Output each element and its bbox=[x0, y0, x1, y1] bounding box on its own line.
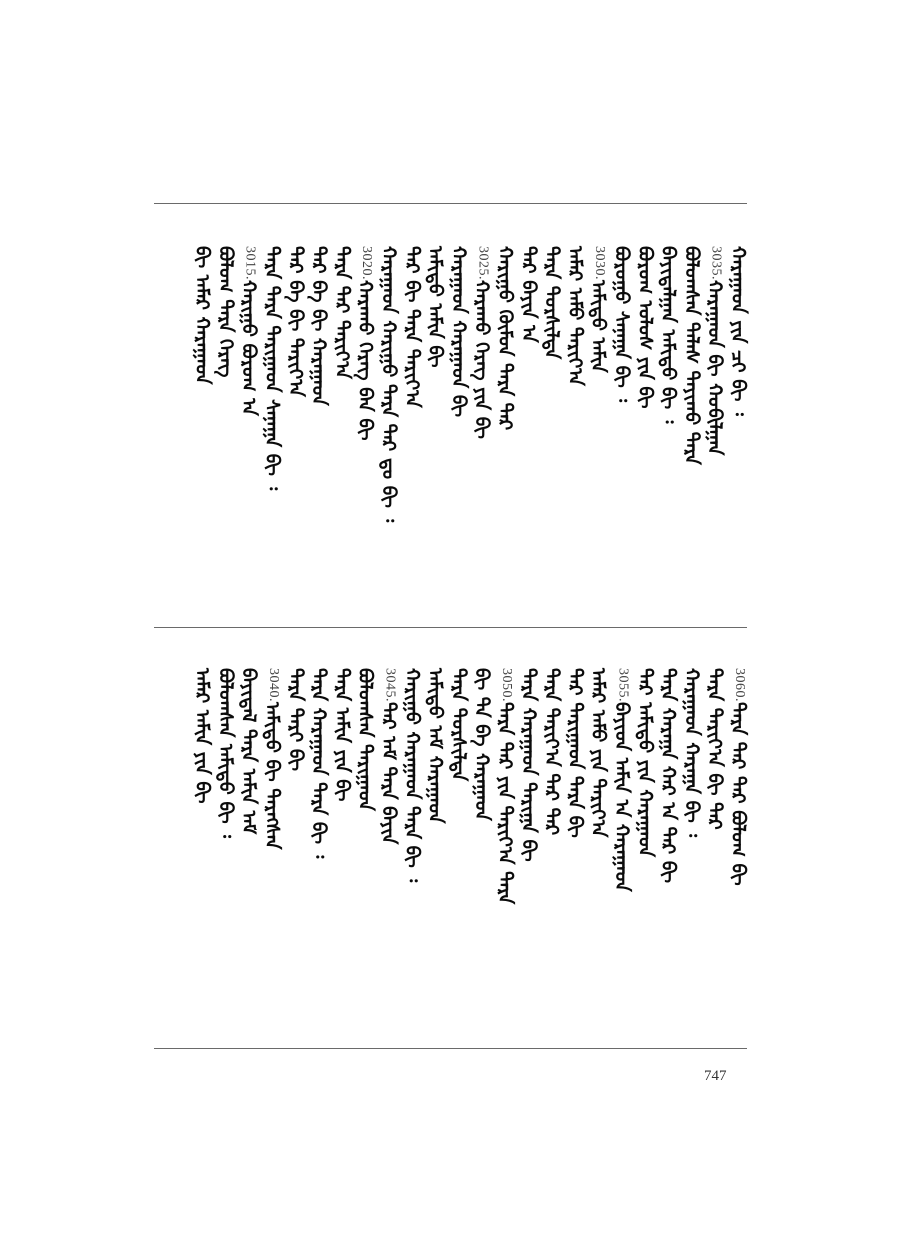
verse-number: 3020. bbox=[359, 246, 375, 280]
verse-text: ᠬᠠᠷᠠᠬᠤ ᠬᠡᠷᠡᠭ ᠶᠢᠨ ᠪᠢ bbox=[470, 280, 493, 439]
verse-line bbox=[542, 246, 566, 359]
verse-line bbox=[681, 668, 705, 837]
verse-text: ᠠᠮᠠᠷ ᠠᠮᠤ ᠶᠢᠨ ᠲᠠᠷᠢᠶ᠎ᠠ bbox=[587, 668, 610, 838]
verse-text: ᠪᠣᠯᠤᠭᠰᠠᠨ ᠲᠠᠯᠠᠰ ᠲᠠᠶᠢᠬᠤ ᠲᠡᠷᠡ bbox=[680, 246, 703, 465]
verse-text: ᠠᠮᠢᠳᠤ ᠪᠢ ᠲᠡᠷᠡᠭᠰᠡᠨ bbox=[261, 702, 283, 850]
verse-line bbox=[239, 668, 263, 834]
verse-text: ᠲᠡᠷ ᠪᠢ ᠲᠡᠷᠡ ᠲᠠᠷᠢᠶ᠎ᠠ bbox=[400, 246, 423, 408]
verse-line bbox=[262, 246, 286, 490]
verse-number: 3055. bbox=[615, 668, 631, 702]
verse-line bbox=[215, 668, 239, 838]
verse-number: 3045. bbox=[382, 668, 398, 702]
verse-text: ᠪᠤᠷᠤᠭ ᠤᠯᠤᠰ ᠶᠢᠨ ᠪᠢ bbox=[633, 246, 656, 409]
verse-text: ᠲᠡᠷᠡ ᠬᠠᠷᠠᠭᠠᠳ ᠲᠠᠷᠢᠭᠠ ᠪᠢ bbox=[517, 668, 540, 862]
verse-line bbox=[448, 668, 472, 781]
verse-text: ᠲᠡᠷᠡ ᠲᠡᠷ ᠲᠠᠷᠢᠶ᠎ᠠ bbox=[330, 246, 353, 379]
verse-text: ᠬᠠᠷᠠᠭᠠᠳ ᠬᠠᠷᠢᠭᠤ ᠲᠡᠷᠡ ᠲᠡᠷ ᠳᠤ ᠪᠢ ᠄ bbox=[377, 246, 400, 523]
verse-line bbox=[612, 246, 636, 402]
verse-text: ᠲᠡᠷᠡ ᠲᠠᠷᠢ ᠪᠢ bbox=[284, 668, 307, 772]
verse-text: ᠲᠡᠷ ᠪᠠᠶᠢᠨ ᠠ bbox=[517, 246, 540, 343]
verse-text: ᠬᠠᠷᠠᠭᠠᠳ ᠬᠠᠷᠠᠭᠠ ᠪᠢ ᠄ bbox=[680, 668, 703, 838]
verse-text: ᠪᠤᠷᠤᠭᠤ ᠰᠠᠨᠠᠭᠠ ᠪᠢ ᠄ bbox=[610, 246, 633, 403]
verse-text: ᠪᠠᠶᠢᠳᠠᠯᠭᠠᠨ ᠠᠮᠢᠳᠤ ᠪᠢ ᠄ bbox=[657, 246, 680, 424]
verse-text: ᠪᠠᠶᠢᠳᠠᠯ ᠲᠡᠷᠡ ᠠᠮᠢᠨ ᠠᠮ bbox=[237, 668, 260, 835]
verse-text: ᠲᠡᠷᠡ ᠬᠠᠷᠠᠭᠠ ᠬᠠᠷ ᠠ ᠲᠡᠷ ᠪᠢ bbox=[657, 668, 680, 884]
verse-text: ᠲᠡᠷᠡ ᠲᠤᠷᠰᠢᠯᠲᠠ bbox=[540, 246, 563, 360]
verse-text: ᠪᠣᠯᠤᠭᠰᠠᠨ ᠠᠮᠢᠳᠤ ᠪᠢ ᠄ bbox=[214, 668, 237, 838]
verse-line bbox=[239, 246, 263, 416]
verse-line bbox=[518, 668, 542, 862]
verse-text: ᠲᠡᠷ ᠪᠠ ᠪᠢ ᠲᠠᠷᠢᠶ᠎ᠠ bbox=[284, 246, 307, 397]
verse-line bbox=[705, 246, 729, 455]
verse-line bbox=[355, 246, 379, 441]
verse-text: ᠪᠠᠶᠢᠳ ᠠᠮᠢᠨ ᠠ ᠬᠠᠷᠠᠭᠠᠳ bbox=[610, 702, 633, 892]
verse-number: 3025. bbox=[475, 246, 491, 280]
verse-line bbox=[635, 246, 659, 409]
middle-rule bbox=[154, 627, 747, 628]
bottom-rule bbox=[154, 1048, 747, 1049]
verse-line bbox=[285, 668, 309, 771]
verse-number: 3030. bbox=[592, 246, 608, 280]
verse-line bbox=[472, 246, 496, 439]
verse-text: ᠬᠠᠷᠠᠬᠤ ᠬᠡᠷᠡᠭ ᠪᠠᠨ ᠪᠢ bbox=[354, 280, 377, 441]
verse-line bbox=[379, 668, 403, 844]
verse-line bbox=[402, 668, 426, 882]
verse-text: ᠬᠠᠷᠠᠭᠠᠳ ᠪᠢ ᠬᠤᠪᠢᠯᠭᠠᠨ bbox=[703, 280, 726, 456]
verse-text: ᠲᠡᠷ ᠲᠠᠷᠢᠭᠠᠳ ᠲᠡᠷᠡ ᠪᠢ bbox=[563, 668, 586, 838]
verse-line bbox=[332, 668, 356, 801]
verse-text: ᠠᠮᠢᠳᠤ ᠠᠮᠢᠨ ᠪᠢ bbox=[424, 246, 447, 368]
verse-line bbox=[309, 668, 333, 858]
verse-line bbox=[565, 668, 589, 838]
verse-text: ᠬᠠᠷᠢᠭᠤ ᠬᠦᠮᠦᠨ ᠲᠡᠷᠡ ᠲᠡᠷ bbox=[494, 246, 516, 431]
verse-line bbox=[658, 246, 682, 423]
verse-number: 3015. bbox=[242, 246, 258, 280]
page-number: 747 bbox=[704, 1068, 727, 1084]
verse-text: ᠲᠡᠷᠡ ᠠᠮᠢᠨ ᠶᠢᠨ ᠪᠢ bbox=[330, 668, 353, 802]
top-rule bbox=[154, 203, 747, 204]
verse-line bbox=[612, 668, 636, 892]
verse-text: ᠬᠠᠷᠠᠭᠠᠳ ᠬᠠᠷᠠᠭᠠᠳ ᠪᠢ bbox=[447, 246, 470, 418]
verse-line bbox=[518, 246, 542, 343]
verse-text: ᠠᠮᠠᠷ ᠠᠮᠢᠨ ᠶᠢᠨ ᠪᠢ bbox=[191, 668, 214, 804]
verse-text: ᠲᠡᠷᠡ ᠬᠠᠷᠠᠭᠠᠳ ᠲᠡᠷᠡ ᠪᠢ ᠄ bbox=[307, 668, 330, 859]
verse-line bbox=[448, 246, 472, 417]
verse-text: ᠲᠡᠷ ᠠᠮ ᠲᠡᠷᠡ ᠪᠠᠶᠢᠨ bbox=[377, 702, 400, 845]
verse-line bbox=[332, 246, 356, 379]
verse-line bbox=[379, 246, 403, 522]
verse-line bbox=[728, 246, 752, 416]
verse-line bbox=[542, 668, 566, 835]
verse-text: ᠠᠮᠠᠷ ᠠᠮᠤ ᠲᠠᠷᠢᠶ᠎ᠠ bbox=[563, 246, 586, 386]
verse-line bbox=[495, 668, 519, 904]
verse-text: ᠪᠢ ᠲᠡ ᠪᠠ ᠬᠠᠷᠠᠭᠠᠳ bbox=[470, 668, 493, 821]
verse-line bbox=[309, 246, 333, 406]
verse-text: ᠲᠡᠷᠡ ᠲᠤᠷᠰᠢᠯᠲᠠ bbox=[447, 668, 470, 782]
verse-text: ᠬᠠᠷᠠᠭᠠᠳ ᠶᠢᠨ ᠴᠢ ᠪᠢ ᠄ bbox=[727, 246, 749, 416]
verse-number: 3035. bbox=[708, 246, 724, 280]
verse-text: ᠬᠠᠷᠢᠭᠤ ᠪᠤᠷᠤᠭ ᠠ bbox=[237, 280, 260, 416]
verse-line bbox=[658, 668, 682, 883]
verse-text: ᠪᠣᠯᠤᠭᠰᠠᠨ ᠲᠠᠷᠢᠭᠠᠳ bbox=[354, 668, 377, 811]
verse-text: ᠲᠡᠷ ᠪᠠ ᠪᠢ ᠬᠠᠷᠠᠭᠠᠳ bbox=[307, 246, 330, 406]
verse-text: ᠲᠡᠷᠡ ᠲᠠᠷᠢᠶ᠎ᠠ ᠪᠢ ᠲᠡᠷ bbox=[703, 668, 726, 830]
verse-text: ᠬᠠᠷᠢᠭᠤ ᠬᠠᠷᠠᠭᠠᠳ ᠲᠡᠷᠡ ᠪᠢ ᠄ bbox=[400, 668, 423, 883]
verse-line bbox=[588, 668, 612, 837]
verse-line bbox=[681, 246, 705, 465]
verse-line bbox=[425, 668, 449, 824]
verse-text: ᠲᠡᠷᠡ ᠲᠡᠷ ᠶᠢᠨ ᠲᠠᠷᠢᠶ᠎ᠠ ᠲᠡᠷᠡ bbox=[494, 702, 516, 905]
verse-text: ᠪᠢ ᠠᠮᠠᠷ ᠬᠠᠷᠠᠭᠠᠳ bbox=[191, 246, 214, 385]
verse-number: 3040. bbox=[266, 668, 281, 702]
verse-line bbox=[262, 668, 286, 849]
verse-line bbox=[728, 668, 752, 886]
verse-line bbox=[705, 668, 729, 830]
verse-text: ᠲᠡᠷᠡ ᠲᠠᠷᠢᠶ᠎ᠠ ᠲᠡᠷ ᠲᠠᠷ bbox=[540, 668, 563, 836]
verse-line bbox=[192, 668, 216, 804]
verse-line bbox=[588, 246, 612, 373]
verse-number: 3050. bbox=[499, 668, 514, 702]
verse-text: ᠪᠤᠯᠤᠭ ᠲᠡᠷᠡ ᠬᠡᠷᠡᠭ bbox=[214, 246, 237, 378]
verse-text: ᠠᠮᠢᠳᠤ ᠠᠮ ᠬᠠᠷᠠᠭᠠᠳ bbox=[424, 668, 447, 824]
verse-line bbox=[215, 246, 239, 377]
verse-line bbox=[565, 246, 589, 386]
verse-line bbox=[355, 668, 379, 811]
verse-line bbox=[425, 246, 449, 368]
verse-line bbox=[495, 246, 519, 430]
verse-line bbox=[472, 668, 496, 821]
verse-line bbox=[192, 246, 216, 384]
verse-text: ᠲᠡᠷᠡ ᠲᠡᠷᠡ ᠲᠠᠷᠢᠭᠠᠳ ᠰᠠᠨᠠᠭᠠ ᠪᠢ ᠄ bbox=[261, 246, 283, 491]
verse-line bbox=[285, 246, 309, 397]
verse-text: ᠲᠡᠷ ᠠᠮᠢᠳᠤ ᠶᠢᠨ ᠬᠠᠷᠠᠭᠠᠳ bbox=[633, 668, 656, 858]
verse-line bbox=[635, 668, 659, 857]
verse-number: 3060. bbox=[732, 668, 747, 702]
verse-text: ᠠᠮᠢᠳᠤ ᠠᠮᠢᠨ bbox=[587, 280, 610, 373]
verse-text: ᠲᠡᠷᠡ ᠲᠡᠷ ᠲᠡᠷ ᠪᠣᠯᠤᠭ ᠪᠢ bbox=[727, 702, 749, 886]
verse-line bbox=[402, 246, 426, 408]
